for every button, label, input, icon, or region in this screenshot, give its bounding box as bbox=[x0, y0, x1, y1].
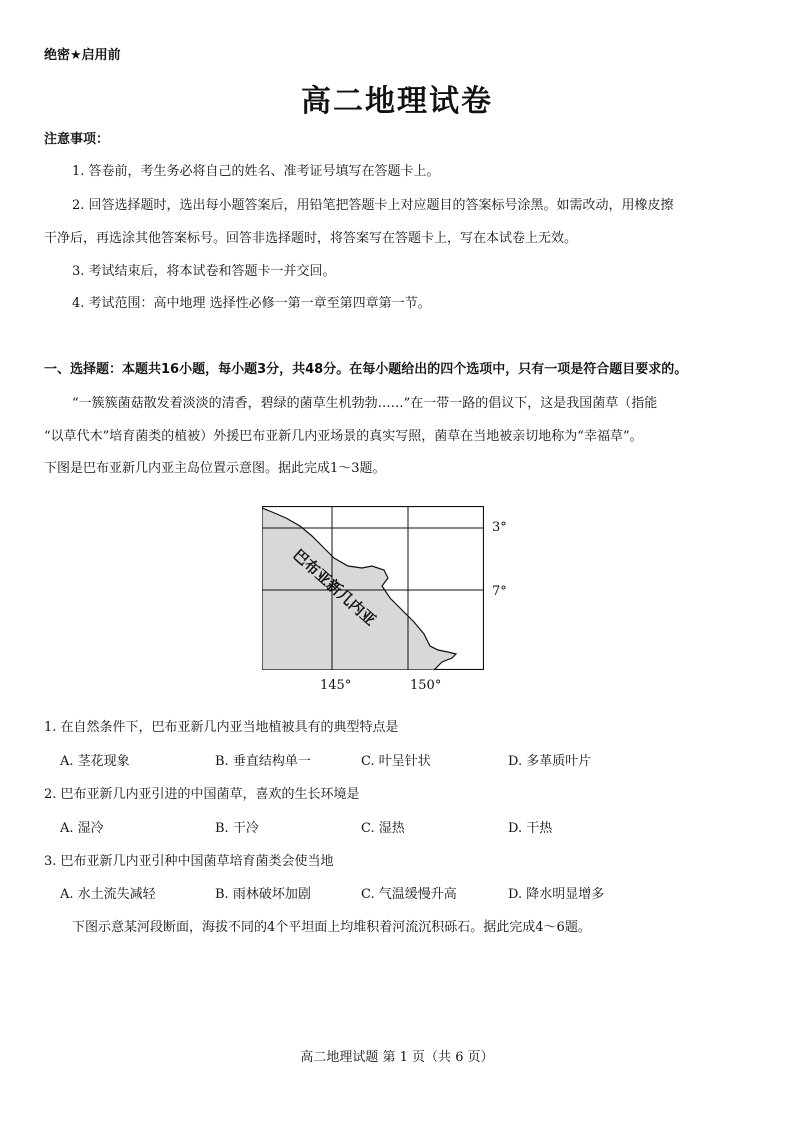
notice-item: 4. 考试范围：高中地理 选择性必修一第一章至第四章第一节。 bbox=[72, 296, 431, 311]
option: A. 茎花现象 bbox=[60, 754, 130, 769]
intro-line: 下图是巴布亚新几内亚主岛位置示意图。据此完成1～3题。 bbox=[44, 461, 386, 476]
lat-label: 3° bbox=[492, 520, 507, 535]
next-group-intro: 下图示意某河段断面，海拔不同的4个平坦面上均堆积着河流沉积砾石。据此完成4～6题。 bbox=[72, 920, 591, 935]
page-title: 高二地理试卷 bbox=[301, 84, 493, 119]
option: C. 叶呈针状 bbox=[361, 754, 431, 769]
notice-item: 3. 考试结束后，将本试卷和答题卡一并交回。 bbox=[72, 264, 336, 279]
option: A. 湿冷 bbox=[60, 821, 104, 836]
notice-item: 干净后，再选涂其他答案标号。回答非选择题时，将答案写在答题卡上，写在本试卷上无效。 bbox=[44, 231, 578, 246]
section-heading: 一、选择题：本题共16小题，每小题3分，共48分。在每小题给出的四个选项中，只有一项是符合题目要求的。 bbox=[44, 362, 688, 377]
option: C. 湿热 bbox=[361, 821, 405, 836]
option: D. 多革质叶片 bbox=[508, 754, 592, 769]
intro-line: “一簇簇菌菇散发着淡淡的清香，碧绿的菌草生机勃勃……”在一带一路的倡议下，这是我国菌草（指能 bbox=[72, 396, 658, 411]
option: B. 干冷 bbox=[215, 821, 259, 836]
png-location-map bbox=[262, 506, 484, 670]
notice-item: 1. 答卷前，考生务必将自己的姓名、准考证号填写在答题卡上。 bbox=[72, 164, 440, 179]
question-stem: 1. 在自然条件下，巴布亚新几内亚当地植被具有的典型特点是 bbox=[44, 720, 399, 735]
option: A. 水土流失减轻 bbox=[60, 887, 156, 902]
notice-heading: 注意事项： bbox=[44, 132, 110, 147]
option: C. 气温缓慢升高 bbox=[361, 887, 457, 902]
question-stem: 2. 巴布亚新几内亚引进的中国菌草，喜欢的生长环境是 bbox=[44, 787, 360, 802]
country-label: 巴布亚新几内亚 bbox=[289, 545, 380, 630]
intro-line: “以草代木”培育菌类的植被）外援巴布亚新几内亚场景的真实写照，菌草在当地被亲切地称为“幸福草”。 bbox=[44, 429, 643, 444]
lon-label: 150° bbox=[410, 678, 442, 693]
map-graphic bbox=[262, 506, 484, 670]
option: D. 降水明显增多 bbox=[508, 887, 605, 902]
notice-item: 2. 回答选择题时，选出每小题答案后，用铅笔把答题卡上对应题目的答案标号涂黑。如需改动，用橡皮擦 bbox=[72, 198, 674, 213]
lon-label: 145° bbox=[320, 678, 352, 693]
confidential-mark: 绝密★启用前 bbox=[44, 48, 121, 63]
option: B. 垂直结构单一 bbox=[215, 754, 311, 769]
option: B. 雨林破坏加剧 bbox=[215, 887, 311, 902]
option: D. 干热 bbox=[508, 821, 553, 836]
page-footer: 高二地理试题 第 1 页（共 6 页） bbox=[300, 1050, 494, 1065]
lat-label: 7° bbox=[492, 584, 507, 599]
question-stem: 3. 巴布亚新几内亚引种中国菌草培育菌类会使当地 bbox=[44, 854, 334, 869]
